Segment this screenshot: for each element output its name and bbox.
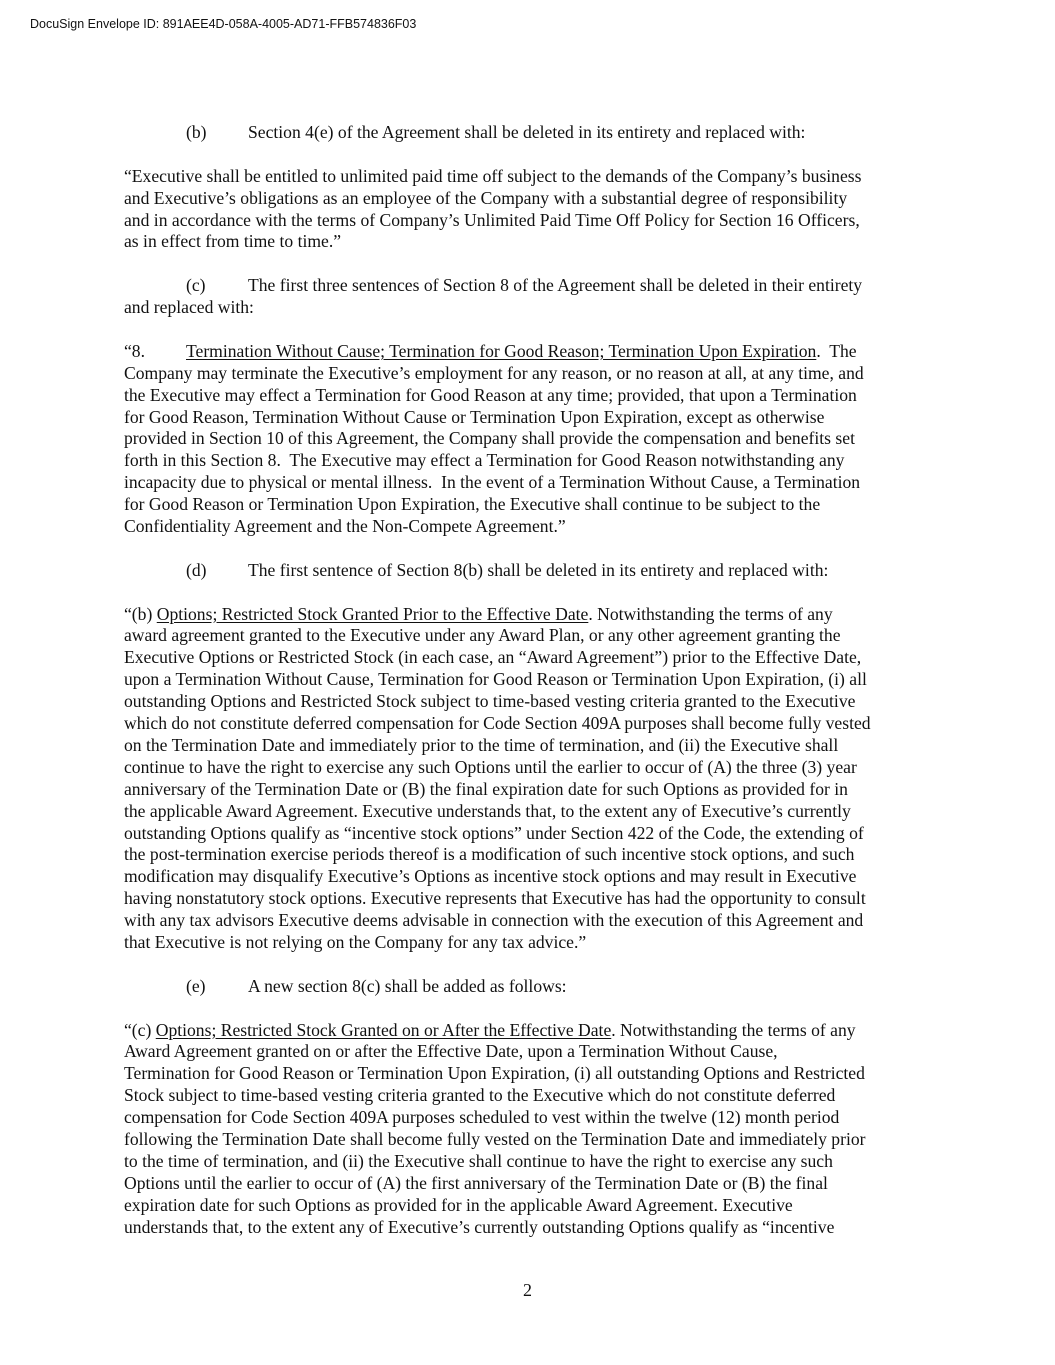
quote-line: Confidentiality Agreement and the Non-Compete Agreement.” xyxy=(124,516,566,537)
section-d-label: (d) xyxy=(186,559,207,580)
section-e-quote xyxy=(124,1020,934,1239)
quote-heading-line xyxy=(124,604,934,626)
quote-heading: Options; Restricted Stock Granted Prior to the Effective Date xyxy=(156,603,589,624)
section-c-instruction xyxy=(124,275,934,297)
quote-line: following the Termination Date shall become fully vested on the Termination Date and immediately prior xyxy=(124,1128,866,1149)
quote-line: which do not constitute deferred compensation for Code Section 409A purposes shall become fully vested xyxy=(124,713,871,734)
quote-heading-line xyxy=(124,341,934,363)
quote-section-number: “8. xyxy=(124,340,146,361)
document-page xyxy=(124,122,934,1238)
quote-line: anniversary of the Termination Date or (B) the final expiration date for such Options as provided for in xyxy=(124,778,848,799)
docusign-envelope-id: DocuSign Envelope ID: 891AEE4D-058A-4005-AD71-FFB574836F03 xyxy=(30,17,417,31)
quote-prefix: “(c) xyxy=(124,1019,156,1040)
section-e-instruction xyxy=(124,976,934,998)
quote-line: the post-termination exercise periods thereof is a modification of such incentive stock options, and such xyxy=(124,844,855,865)
section-e xyxy=(124,976,934,1239)
quote-line: Stock subject to time-based vesting criteria granted to the Executive which do not constitute deferred xyxy=(124,1085,836,1106)
section-b-quote xyxy=(124,166,934,254)
section-d-quote xyxy=(124,604,934,954)
quote-line: outstanding Options qualify as “incentive stock options” under Section 422 of the Code, the extending of xyxy=(124,822,864,843)
quote-line: and in accordance with the terms of Company’s Unlimited Paid Time Off Policy for Section 16 Officers, xyxy=(124,209,860,230)
quote-line: Award Agreement granted on or after the Effective Date, upon a Termination Without Cause, xyxy=(124,1041,778,1062)
quote-line: expiration date for such Options as provided for in the applicable Award Agreement. Executive xyxy=(124,1194,793,1215)
quote-line: continue to have the right to exercise any such Options until the earlier to occur of (A) the three (3) year xyxy=(124,756,857,777)
quote-line: having nonstatutory stock options. Executive represents that Executive has had the opportunity to consult xyxy=(124,888,866,909)
quote-line: upon a Termination Without Cause, Termination for Good Reason or Termination Upon Expiration, (i) all xyxy=(124,669,867,690)
section-b xyxy=(124,122,934,253)
section-e-instruction-text: A new section 8(c) shall be added as follows: xyxy=(248,975,567,996)
section-b-instruction xyxy=(124,122,934,144)
page-number: 2 xyxy=(523,1280,532,1300)
quote-line: understands that, to the extent any of Executive’s currently outstanding Options qualify as “incentive xyxy=(124,1216,835,1237)
section-e-label: (e) xyxy=(186,975,206,996)
quote-line: to the time of termination, and (ii) the Executive shall continue to have the right to exercise any such xyxy=(124,1150,833,1171)
section-c-instruction-continued: and replaced with: xyxy=(124,297,254,318)
quote-line: the applicable Award Agreement. Executive understands that, to the extent any of Executive’s currently xyxy=(124,800,851,821)
quote-line: award agreement granted to the Executive under any Award Plan, or any other agreement granting the xyxy=(124,625,841,646)
section-c xyxy=(124,275,934,538)
quote-line: modification may disqualify Executive’s Options as incentive stock options and may result in Executive xyxy=(124,866,857,887)
quote-line: the Executive may effect a Termination for Good Reason at any time; provided, that upon a Termination xyxy=(124,384,857,405)
quote-line: on the Termination Date and immediately prior to the time of termination, and (ii) the Executive shall xyxy=(124,734,839,755)
quote-line: outstanding Options and Restricted Stock subject to time-based vesting criteria granted to the Executive xyxy=(124,691,856,712)
quote-line: “Executive shall be entitled to unlimited paid time off subject to the demands of the Company’s business xyxy=(124,165,862,186)
section-c-instruction-text: The first three sentences of Section 8 of the Agreement shall be deleted in their entirety xyxy=(248,275,863,296)
quote-heading-tail: . Notwithstanding the terms of any xyxy=(588,603,833,624)
quote-line: as in effect from time to time.” xyxy=(124,231,342,252)
quote-prefix: “(b) xyxy=(124,603,157,624)
quote-line: Company may terminate the Executive’s employment for any reason, or no reason at all, at any time, and xyxy=(124,362,864,383)
quote-heading-tail: . The xyxy=(816,340,857,361)
quote-line: with any tax advisors Executive deems advisable in connection with the execution of this Agreement and xyxy=(124,910,864,931)
section-c-label: (c) xyxy=(186,275,206,296)
section-d-instruction xyxy=(124,560,934,582)
quote-heading: Termination Without Cause; Termination for Good Reason; Termination Upon Expiration xyxy=(186,340,817,361)
section-d xyxy=(124,560,934,954)
quote-line: and Executive’s obligations as an employee of the Company with a substantial degree of responsibility xyxy=(124,187,848,208)
quote-line: compensation for Code Section 409A purposes scheduled to vest within the twelve (12) month period xyxy=(124,1107,840,1128)
quote-line: for Good Reason or Termination Upon Expiration, the Executive shall continue to be subject to the xyxy=(124,494,821,515)
quote-line: that Executive is not relying on the Company for any tax advice.” xyxy=(124,931,587,952)
quote-heading: Options; Restricted Stock Granted on or After the Effective Date xyxy=(155,1019,612,1040)
quote-line: incapacity due to physical or mental illness. In the event of a Termination Without Cause, a Termination xyxy=(124,472,861,493)
quote-line: provided in Section 10 of this Agreement, the Company shall provide the compensation and benefits set xyxy=(124,428,855,449)
quote-heading-tail: . Notwithstanding the terms of any xyxy=(611,1019,856,1040)
quote-line: Options until the earlier to occur of (A) the first anniversary of the Termination Date or (B) the final xyxy=(124,1172,828,1193)
quote-line: for Good Reason, Termination Without Cause or Termination Upon Expiration, except as otherwise xyxy=(124,406,825,427)
section-d-instruction-text: The first sentence of Section 8(b) shall be deleted in its entirety and replaced with: xyxy=(248,559,829,580)
quote-line: Termination for Good Reason or Termination Upon Expiration, (i) all outstanding Options and Restricted xyxy=(124,1063,865,1084)
section-b-instruction-text: Section 4(e) of the Agreement shall be deleted in its entirety and replaced with: xyxy=(248,122,806,142)
quote-line: Executive Options or Restricted Stock (in each case, an “Award Agreement”) prior to the Effective Date, xyxy=(124,647,862,668)
section-c-quote xyxy=(124,341,934,538)
quote-line: forth in this Section 8. The Executive may effect a Termination for Good Reason notwithstanding any xyxy=(124,450,845,471)
section-b-label: (b) xyxy=(186,122,207,142)
quote-heading-line xyxy=(124,1020,934,1042)
